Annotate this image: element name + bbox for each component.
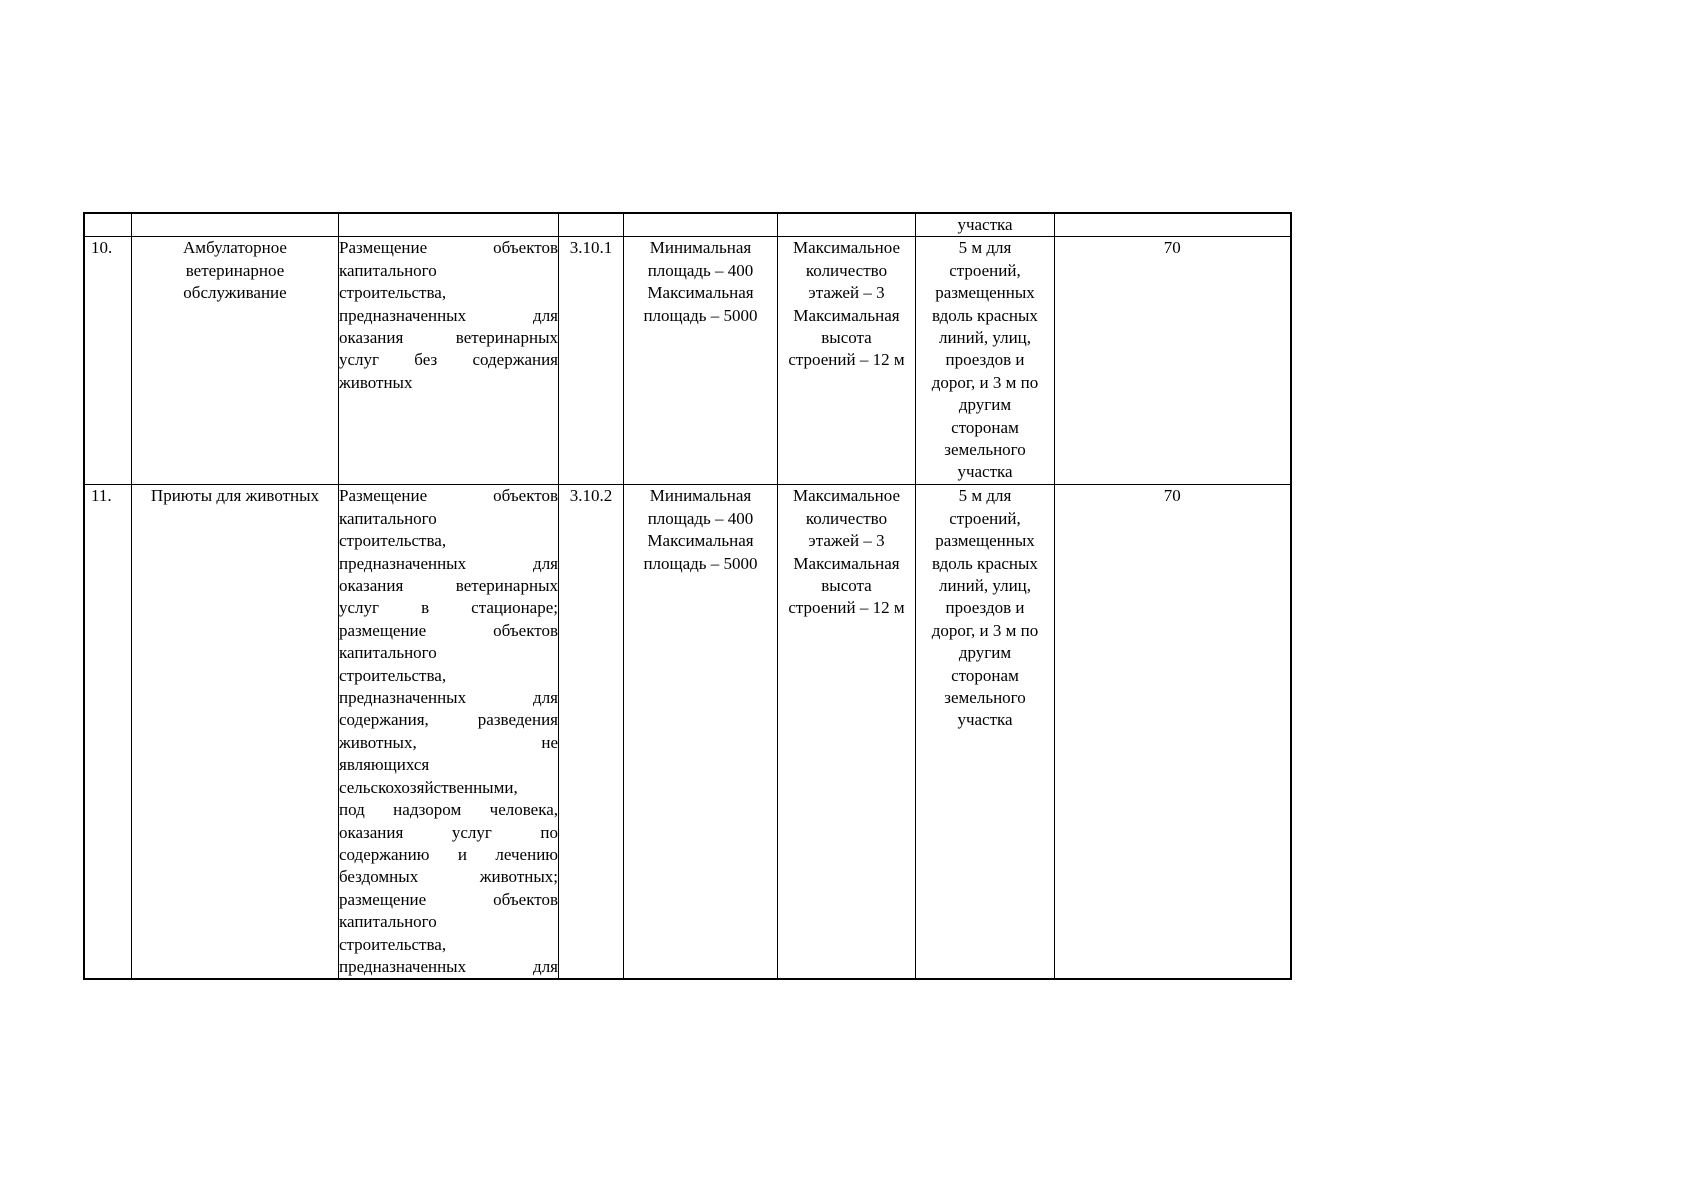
- cell-empty: [132, 213, 339, 237]
- table-row: [84, 237, 1291, 485]
- cell-text-line: размещенных: [935, 283, 1035, 303]
- cell-empty: [559, 213, 624, 237]
- cell-text-line: строений – 12 м: [788, 598, 905, 618]
- description-line: услуг в стационаре;: [339, 598, 558, 618]
- cell-text-line: высота: [821, 576, 872, 596]
- cell-text-line: проездов и: [945, 350, 1025, 370]
- use-code-cell: [559, 237, 624, 485]
- use-description-cell: [339, 237, 559, 485]
- zoning-table: [83, 212, 1292, 980]
- cell-text-line: другим: [958, 643, 1012, 663]
- use-name-cell: [132, 237, 339, 485]
- cell-text-line: Максимальная: [793, 553, 900, 573]
- description-line: бездомных животных;: [339, 867, 558, 887]
- cell-text-line: Приюты для животных: [150, 486, 320, 506]
- cell-text-line: площадь – 5000: [643, 553, 758, 573]
- cell-text-line: 5 м для: [958, 486, 1012, 506]
- cell-text-line: Максимальное: [792, 238, 901, 258]
- cell-text-line: размещенных: [935, 531, 1035, 551]
- cell-text-line: ветеринарное: [185, 260, 285, 280]
- cell-empty: [624, 213, 778, 237]
- cell-text-line: Максимальная: [647, 531, 754, 551]
- cell-text-line: строений,: [949, 260, 1021, 280]
- description-line: оказания ветеринарных: [339, 328, 558, 348]
- cell-text-line: линий, улиц,: [938, 576, 1032, 596]
- use-name-cell: [132, 485, 339, 979]
- building-limits-cell: [778, 237, 916, 485]
- description-line: животных, не: [339, 732, 558, 752]
- cell-text-line: участка: [957, 462, 1013, 482]
- row-number: 11.: [91, 486, 112, 506]
- row-number: 10.: [91, 238, 113, 258]
- cell-text-line: 5 м для: [958, 238, 1012, 258]
- cell-text-line: этажей – 3: [808, 283, 885, 303]
- description-line: предназначенных для: [339, 956, 558, 976]
- use-code: 3.10.1: [569, 238, 613, 258]
- cell-text-line: обслуживание: [183, 283, 287, 303]
- description-line: капитального: [339, 643, 437, 663]
- setback-tail-text: участка: [957, 215, 1013, 234]
- cell-text-line: дорог, и 3 м по: [931, 372, 1039, 392]
- cell-text-line: количество: [805, 260, 888, 280]
- description-line: содержания, разведения: [339, 710, 558, 730]
- cell-text-line: линий, улиц,: [938, 328, 1032, 348]
- setback-cell: [916, 213, 1055, 237]
- description-line: размещение объектов: [339, 620, 558, 640]
- description-line: капитального: [339, 912, 437, 932]
- description-line: размещение объектов: [339, 889, 558, 909]
- coverage-percent: 70: [1163, 238, 1181, 258]
- cell-text-line: высота: [821, 328, 872, 348]
- description-line: предназначенных для: [339, 688, 558, 708]
- coverage-percent-cell: [1055, 237, 1291, 485]
- cell-text-line: количество: [805, 508, 888, 528]
- continuation-row: [84, 213, 1291, 237]
- cell-text-line: сторонам: [951, 665, 1019, 685]
- description-line: Размещение объектов: [339, 486, 558, 506]
- cell-text-line: Минимальная: [649, 238, 752, 258]
- cell-text-line: земельного: [944, 440, 1026, 460]
- description-line: оказания ветеринарных: [339, 576, 558, 596]
- description-line: капитального: [339, 508, 437, 528]
- cell-text-line: этажей – 3: [808, 531, 885, 551]
- cell-empty: [84, 213, 132, 237]
- description-line: предназначенных для: [339, 553, 558, 573]
- cell-text-line: вдоль красных: [932, 305, 1038, 325]
- description-line: услуг без содержания: [339, 350, 558, 370]
- description-line: строительства,: [339, 665, 447, 685]
- cell-text-line: земельного: [944, 688, 1026, 708]
- plot-area-cell: [624, 485, 778, 979]
- cell-text-line: Амбулаторное: [183, 238, 287, 258]
- cell-text-line: проездов и: [945, 598, 1025, 618]
- description-line: капитального: [339, 260, 437, 280]
- cell-text-line: вдоль красных: [932, 553, 1038, 573]
- cell-text-line: площадь – 400: [647, 260, 754, 280]
- cell-empty: [339, 213, 559, 237]
- cell-text-line: сторонам: [951, 417, 1019, 437]
- description-line: животных: [339, 372, 413, 392]
- cell-text-line: Максимальная: [647, 283, 754, 303]
- cell-text-line: другим: [958, 395, 1012, 415]
- table-row: [84, 485, 1291, 979]
- description-line: предназначенных для: [339, 305, 558, 325]
- description-line: строительства,: [339, 283, 447, 303]
- coverage-percent-cell: [1055, 485, 1291, 979]
- row-number-cell: [84, 485, 132, 979]
- setback-cell: [916, 237, 1055, 485]
- cell-text-line: строений,: [949, 508, 1021, 528]
- cell-text-line: Максимальное: [792, 486, 901, 506]
- description-line: содержанию и лечению: [339, 844, 558, 864]
- description-line: строительства,: [339, 531, 447, 551]
- cell-text-line: площадь – 5000: [643, 305, 758, 325]
- coverage-percent: 70: [1163, 486, 1181, 506]
- cell-empty: [1055, 213, 1291, 237]
- description-line: сельскохозяйственными,: [339, 777, 518, 797]
- use-code-cell: [559, 485, 624, 979]
- description-line: оказания услуг по: [339, 822, 558, 842]
- description-line: строительства,: [339, 934, 447, 954]
- use-description-cell: [339, 485, 559, 979]
- cell-text-line: строений – 12 м: [788, 350, 905, 370]
- plot-area-cell: [624, 237, 778, 485]
- description-line: под надзором человека,: [339, 800, 558, 820]
- cell-text-line: площадь – 400: [647, 508, 754, 528]
- description-line: являющихся: [339, 755, 430, 775]
- building-limits-cell: [778, 485, 916, 979]
- cell-empty: [778, 213, 916, 237]
- cell-text-line: участка: [957, 710, 1013, 730]
- cell-text-line: Максимальная: [793, 305, 900, 325]
- description-line: Размещение объектов: [339, 238, 558, 258]
- cell-text-line: Минимальная: [649, 486, 752, 506]
- use-code: 3.10.2: [569, 486, 613, 506]
- cell-text-line: дорог, и 3 м по: [931, 620, 1039, 640]
- setback-cell: [916, 485, 1055, 979]
- row-number-cell: [84, 237, 132, 485]
